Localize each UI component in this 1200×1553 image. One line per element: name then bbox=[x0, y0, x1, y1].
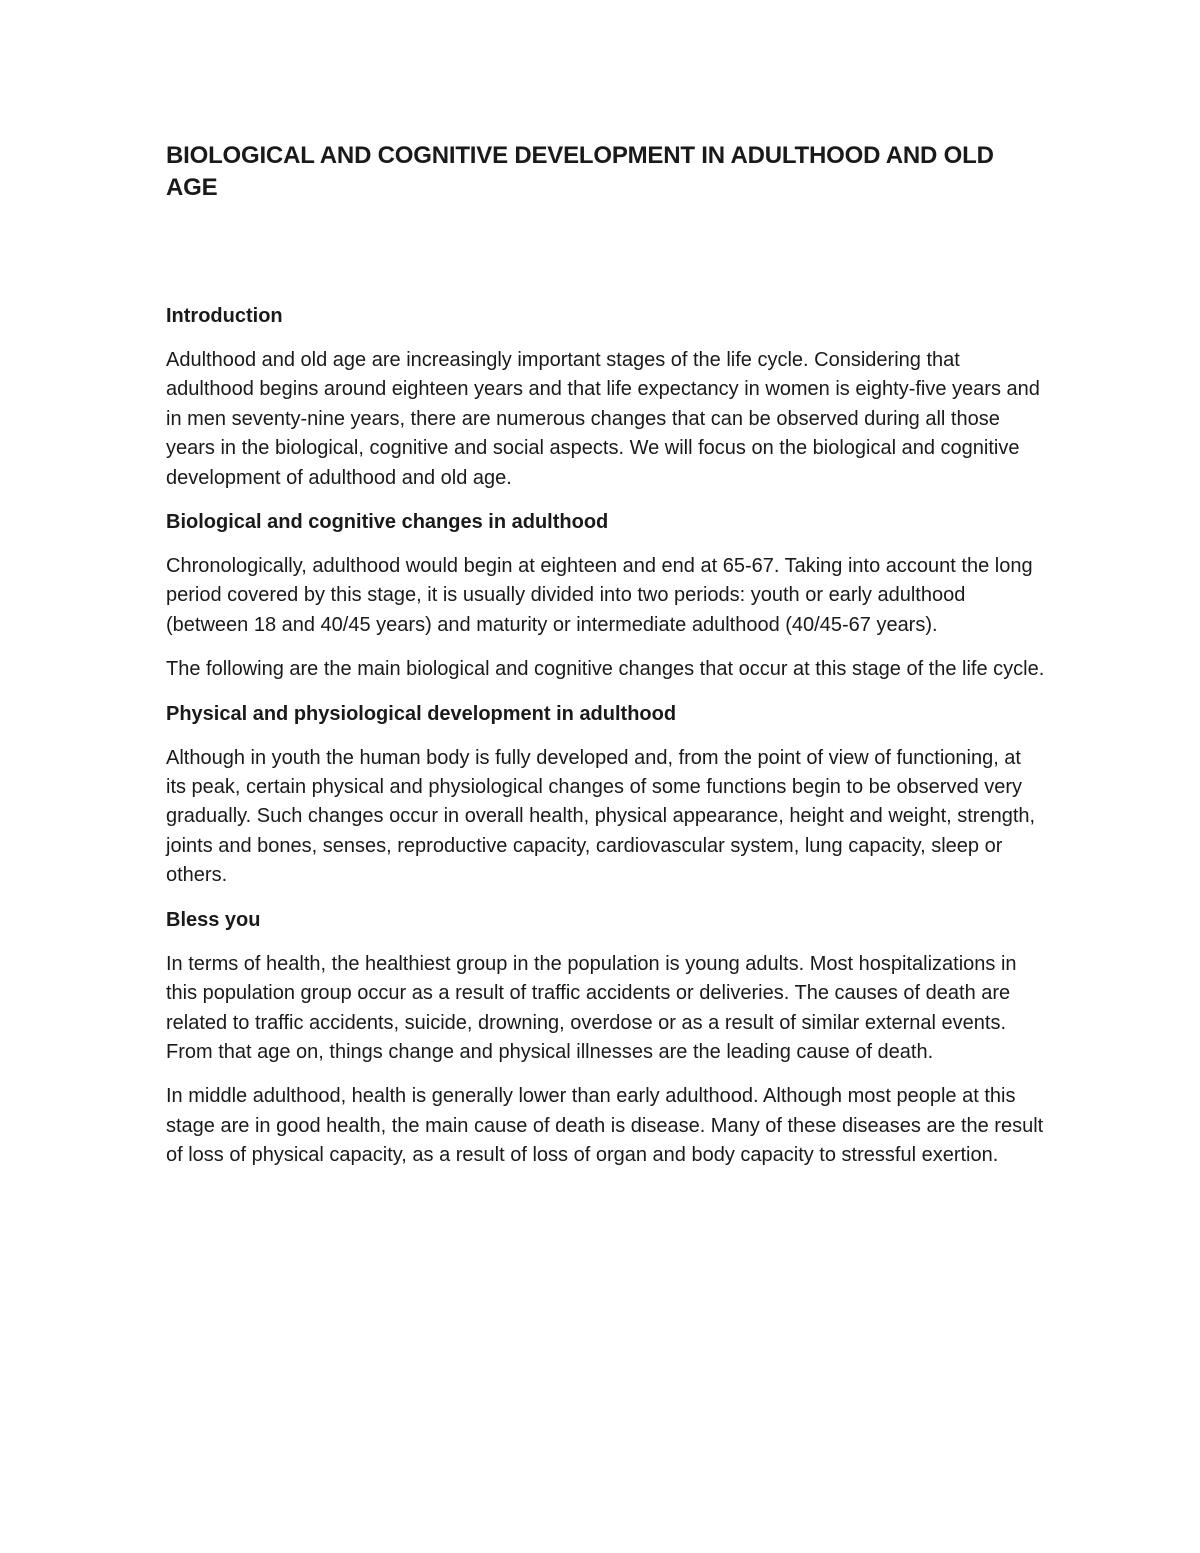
paragraph-physical-changes: Although in youth the human body is fully developed and, from the point of view of functioning, at its peak, certain physical and physiological changes of some functions begin to be observed very gradually. Such changes occur in overall health, physical appearance, height and weight, strength, joints and bones, senses, reproductive capacity, cardiovascular system, lung capacity, sleep or others. bbox=[166, 746, 1036, 887]
page-title: BIOLOGICAL AND COGNITIVE DEVELOPMENT IN ADULTHOOD AND OLD AGE bbox=[166, 142, 994, 201]
section-heading-introduction: Introduction bbox=[166, 305, 283, 327]
section-heading-biological-cognitive-changes: Biological and cognitive changes in adulthood bbox=[166, 511, 609, 534]
paragraph-main-changes: The following are the main biological and cognitive changes that occur at this stage of the life cycle. bbox=[166, 658, 1045, 681]
section-heading-health: Bless you bbox=[166, 908, 261, 931]
document-body bbox=[166, 140, 1046, 1171]
paragraph-middle-adulthood-health: In middle adulthood, health is generally lower than early adulthood. Although most people at this stage are in good health, the main cause of death is disease. Many of these diseases are the result of loss of physical capacity, as a result of loss of organ and body capacity to stressful exertion. bbox=[166, 1085, 1044, 1167]
section-heading-physical-development: Physical and physiological development in adulthood bbox=[166, 702, 677, 725]
paragraph-introduction: Adulthood and old age are increasingly important stages of the life cycle. Considering that adulthood begins around eighteen years and that life expectancy in women is eighty-five years and in men seventy-nine years, there are numerous changes that can be observed during all those years in the biological, cognitive and social aspects. We will focus on the biological and cognitive development of adulthood and old age. bbox=[166, 349, 1040, 489]
paragraph-adulthood-periods: Chronologically, adulthood would begin at eighteen and end at 65-67. Taking into account the long period covered by this stage, it is usually divided into two periods: youth or early adulthood (between 18 and 40/45 years) and maturity or intermediate adulthood (40/45-67 years). bbox=[166, 555, 1033, 636]
paragraph-young-adult-health: In terms of health, the healthiest group in the population is young adults. Most hospitalizations in this population group occur as a result of traffic accidents or deliveries. The causes of death are related to traffic accidents, suicide, drowning, overdose or as a result of similar external events. From that age on, things change and physical illnesses are the leading cause of death. bbox=[166, 952, 1017, 1063]
